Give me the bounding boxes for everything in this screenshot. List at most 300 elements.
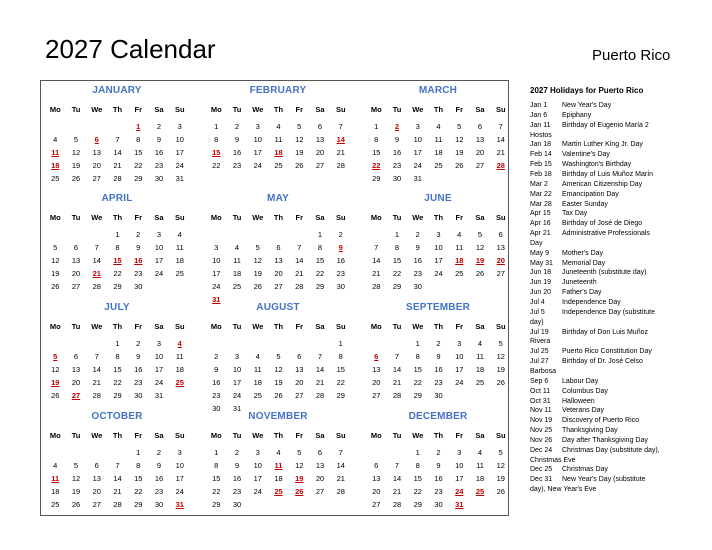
day-cell: 19 [455, 148, 464, 157]
day-cell: 29 [113, 391, 122, 400]
day-cell: 21 [336, 148, 345, 157]
weekday-label: Mo [49, 213, 61, 222]
holiday-name: Day [530, 239, 543, 247]
day-cell: 2 [136, 230, 141, 239]
day-cell: 21 [392, 487, 402, 496]
month-title: JULY [104, 302, 130, 313]
day-cell: 5 [477, 230, 483, 239]
day-cell: 29 [212, 500, 221, 509]
weekday-label: Sa [154, 213, 164, 222]
weekday-label: Fr [134, 213, 142, 222]
weekday-label: Su [174, 322, 185, 331]
day-cell: 13 [92, 148, 101, 157]
day-cell: 23 [134, 378, 143, 387]
day-cell: 30 [134, 282, 143, 291]
day-cell: 20 [315, 148, 325, 157]
day-cell: 20 [71, 378, 81, 387]
holiday-date: Nov 26 [530, 436, 553, 444]
day-cell: 18 [475, 365, 485, 374]
weekday-label: Sa [475, 105, 485, 114]
holiday-day: 2 [394, 122, 400, 131]
day-cell: 23 [336, 269, 345, 278]
weekday-label: Tu [232, 213, 242, 222]
day-cell: 20 [372, 378, 381, 387]
holiday-name: Birthday of Dr. José Celso [562, 358, 643, 366]
holiday-day: 15 [113, 256, 122, 265]
weekday-label: Mo [49, 322, 61, 331]
holiday-name: Birthday of José de Diego [562, 220, 643, 228]
day-cell: 3 [234, 352, 240, 361]
day-cell: 9 [136, 352, 141, 361]
day-cell: 23 [434, 487, 443, 496]
day-cell: 17 [455, 365, 464, 374]
day-cell: 6 [317, 448, 323, 457]
month-title: AUGUST [256, 302, 300, 313]
day-cell: 5 [297, 448, 302, 457]
day-cell: 6 [94, 461, 99, 470]
day-cell: 29 [134, 500, 143, 509]
weekday-label: Th [112, 213, 123, 222]
weekday-label: Sa [154, 431, 164, 440]
weekday-label: Fr [134, 431, 142, 440]
day-cell: 27 [71, 282, 81, 291]
month-title: APRIL [101, 193, 133, 204]
day-cell: 15 [413, 474, 422, 483]
holiday-date: Jul 5 [530, 308, 545, 316]
day-cell: 18 [434, 148, 443, 157]
day-cell: 21 [113, 161, 122, 170]
day-cell: 20 [372, 487, 381, 496]
holiday-day: 19 [51, 378, 60, 387]
weekday-label: We [252, 322, 264, 331]
day-cell: 17 [253, 474, 262, 483]
day-cell: 12 [71, 474, 81, 483]
day-cell: 24 [455, 378, 464, 387]
day-cell: 11 [253, 365, 262, 374]
day-cell: 28 [336, 161, 345, 170]
day-cell: 10 [253, 135, 262, 144]
holiday-name: Christmas Eve [530, 456, 576, 464]
holiday-day: 18 [51, 161, 60, 170]
day-cell: 12 [496, 461, 505, 470]
day-cell: 24 [413, 161, 422, 170]
day-cell: 1 [317, 230, 323, 239]
holiday-name: Martin Luther King Jr. Day [562, 141, 643, 149]
day-cell: 25 [274, 161, 283, 170]
day-cell: 15 [413, 365, 422, 374]
holiday-name: Birthday of Don Luis Muñoz [562, 328, 648, 336]
day-cell: 10 [154, 352, 164, 361]
day-cell: 20 [295, 378, 304, 387]
day-cell: 24 [154, 269, 164, 278]
day-cell: 5 [73, 135, 79, 144]
holiday-day: 4 [177, 339, 182, 348]
holiday-date: Dec 25 [530, 466, 553, 474]
day-cell: 7 [94, 352, 99, 361]
holiday-name: Administrative Professionals [562, 230, 650, 238]
day-cell: 13 [315, 135, 325, 144]
day-cell: 19 [274, 378, 283, 387]
day-cell: 2 [338, 230, 343, 239]
day-cell: 25 [475, 378, 485, 387]
day-cell: 13 [475, 135, 485, 144]
weekday-label: We [412, 105, 424, 114]
day-cell: 19 [71, 161, 81, 170]
holiday-name: Epiphany [562, 111, 592, 119]
weekday-label: Fr [295, 431, 303, 440]
weekday-label: Th [112, 322, 123, 331]
day-cell: 13 [315, 461, 325, 470]
day-cell: 30 [212, 404, 221, 413]
holiday-day: 19 [295, 474, 304, 483]
day-cell: 5 [73, 461, 79, 470]
day-cell: 16 [212, 378, 221, 387]
day-cell: 3 [255, 122, 260, 131]
day-cell: 6 [297, 352, 302, 361]
day-cell: 14 [295, 256, 304, 265]
day-cell: 26 [496, 487, 505, 496]
weekday-label: We [412, 431, 424, 440]
holiday-name: Columbus Day [562, 387, 608, 395]
day-cell: 11 [476, 352, 484, 361]
day-cell: 19 [496, 365, 505, 374]
day-cell: 16 [154, 474, 164, 483]
day-cell: 9 [436, 352, 441, 361]
day-cell: 17 [175, 148, 184, 157]
day-cell: 21 [113, 487, 122, 496]
holiday-name: day) [530, 318, 544, 326]
day-cell: 22 [336, 378, 345, 387]
day-cell: 18 [51, 487, 60, 496]
day-cell: 5 [297, 122, 302, 131]
holiday-name: Christmas Day (substitute day), [562, 446, 660, 454]
holiday-date: Nov 19 [530, 417, 553, 425]
weekday-label: Fr [455, 105, 463, 114]
day-cell: 10 [175, 461, 184, 470]
holiday-date: Jan 11 [530, 121, 551, 129]
holiday-name: Christmas Day [562, 466, 608, 474]
day-cell: 28 [372, 282, 381, 291]
day-cell: 1 [415, 339, 420, 348]
day-cell: 11 [476, 461, 484, 470]
day-cell: 18 [475, 474, 485, 483]
day-cell: 2 [415, 230, 420, 239]
month-title: NOVEMBER [248, 411, 308, 422]
weekday-label: Fr [455, 213, 463, 222]
day-cell: 11 [175, 352, 184, 361]
day-cell: 13 [496, 243, 505, 252]
day-cell: 30 [434, 391, 443, 400]
weekday-label: We [91, 322, 103, 331]
day-cell: 2 [436, 339, 441, 348]
weekday-label: Su [335, 105, 346, 114]
day-cell: 3 [177, 122, 182, 131]
day-cell: 13 [92, 474, 101, 483]
day-cell: 16 [134, 365, 143, 374]
day-cell: 1 [115, 230, 120, 239]
weekday-label: Tu [71, 213, 81, 222]
day-cell: 29 [413, 500, 422, 509]
day-cell: 12 [295, 461, 304, 470]
weekday-label: We [252, 213, 264, 222]
day-cell: 17 [175, 474, 184, 483]
holiday-name: Hostos [530, 131, 552, 139]
day-cell: 6 [317, 122, 323, 131]
day-cell: 1 [214, 122, 219, 131]
weekday-label: We [412, 213, 424, 222]
day-cell: 18 [232, 269, 242, 278]
day-cell: 10 [413, 135, 422, 144]
day-cell: 26 [51, 282, 60, 291]
day-cell: 22 [134, 161, 143, 170]
day-cell: 22 [134, 487, 143, 496]
day-cell: 6 [276, 243, 281, 252]
holiday-date: Feb 15 [530, 161, 552, 169]
weekday-label: Mo [370, 431, 382, 440]
day-cell: 10 [175, 135, 184, 144]
weekday-label: Tu [71, 431, 81, 440]
weekday-label: Th [273, 431, 284, 440]
weekday-label: Fr [295, 322, 303, 331]
weekday-label: Tu [392, 431, 402, 440]
day-cell: 13 [274, 256, 283, 265]
page-title: 2027 Calendar [45, 34, 216, 64]
day-cell: 27 [315, 161, 325, 170]
day-cell: 1 [374, 122, 379, 131]
day-cell: 30 [134, 391, 143, 400]
day-cell: 22 [113, 378, 122, 387]
day-cell: 10 [212, 256, 221, 265]
month-title: FEBRUARY [249, 85, 307, 96]
holiday-date: Nov 11 [530, 407, 552, 415]
day-cell: 2 [234, 122, 240, 131]
day-cell: 27 [92, 500, 101, 509]
holiday-name: Independence Day (substitute [562, 308, 656, 316]
weekday-label: Sa [315, 431, 325, 440]
holiday-day: 25 [475, 487, 485, 496]
day-cell: 3 [214, 243, 219, 252]
holiday-name: Veterans Day [562, 407, 605, 415]
weekday-label: Th [433, 105, 444, 114]
holiday-name: Independence Day [562, 299, 621, 306]
weekday-label: We [252, 431, 264, 440]
weekday-label: Sa [475, 431, 485, 440]
day-cell: 13 [372, 365, 381, 374]
day-cell: 26 [71, 500, 81, 509]
day-cell: 29 [413, 391, 422, 400]
holiday-date: Apr 15 [530, 210, 551, 218]
day-cell: 16 [434, 365, 443, 374]
weekday-label: Th [273, 105, 284, 114]
day-cell: 22 [413, 487, 422, 496]
day-cell: 17 [154, 365, 164, 374]
holiday-date: Mar 2 [530, 180, 548, 188]
holiday-day: 9 [338, 243, 343, 252]
day-cell: 23 [232, 161, 242, 170]
holiday-day: 6 [374, 352, 379, 361]
day-cell: 21 [496, 148, 505, 157]
holiday-date: Mar 22 [530, 190, 552, 198]
day-cell: 4 [276, 448, 281, 457]
day-cell: 26 [253, 282, 262, 291]
day-cell: 14 [372, 256, 381, 265]
day-cell: 8 [136, 135, 141, 144]
day-cell: 20 [475, 148, 485, 157]
day-cell: 14 [496, 135, 505, 144]
day-cell: 31 [232, 404, 242, 413]
holiday-day: 26 [295, 487, 304, 496]
day-cell: 26 [71, 174, 81, 183]
holiday-date: Feb 14 [530, 151, 552, 159]
day-cell: 22 [212, 161, 221, 170]
holiday-date: Oct 31 [530, 397, 551, 405]
weekday-label: Sa [154, 105, 164, 114]
day-cell: 7 [338, 122, 343, 131]
holiday-date: Nov 25 [530, 427, 553, 435]
day-cell: 30 [232, 500, 242, 509]
day-cell: 10 [455, 352, 464, 361]
holiday-day: 31 [175, 500, 184, 509]
holiday-name: Valentine's Day [562, 151, 610, 159]
day-cell: 27 [372, 391, 381, 400]
day-cell: 28 [392, 391, 402, 400]
day-cell: 24 [212, 282, 221, 291]
day-cell: 15 [212, 474, 221, 483]
day-cell: 1 [214, 448, 219, 457]
day-cell: 16 [434, 474, 443, 483]
day-cell: 18 [253, 378, 262, 387]
day-cell: 6 [73, 243, 79, 252]
holiday-name: Tax Day [562, 210, 588, 218]
day-cell: 11 [274, 135, 283, 144]
holiday-date: Jul 4 [530, 299, 545, 306]
day-cell: 4 [276, 122, 281, 131]
day-cell: 6 [374, 461, 379, 470]
weekday-label: We [412, 322, 424, 331]
holiday-day: 11 [51, 148, 60, 157]
day-cell: 9 [136, 243, 141, 252]
holiday-day: 21 [92, 269, 101, 278]
holiday-date: May 31 [530, 259, 553, 267]
weekday-label: Mo [210, 213, 222, 222]
day-cell: 22 [392, 269, 402, 278]
day-cell: 10 [434, 243, 443, 252]
day-cell: 29 [392, 282, 402, 291]
holiday-day: 16 [134, 256, 143, 265]
holiday-date: Jul 27 [530, 358, 549, 366]
day-cell: 28 [92, 282, 101, 291]
weekday-label: Tu [232, 431, 242, 440]
weekday-label: Mo [49, 431, 61, 440]
holiday-name: Mother's Day [562, 249, 604, 257]
day-cell: 8 [317, 243, 323, 252]
day-cell: 11 [455, 243, 464, 252]
day-cell: 31 [413, 174, 422, 183]
day-cell: 29 [134, 174, 143, 183]
holiday-list-title: 2027 Holidays for Puerto Rico [530, 86, 644, 95]
day-cell: 4 [53, 135, 58, 144]
weekday-label: Tu [71, 105, 81, 114]
weekday-label: Su [174, 213, 185, 222]
weekday-label: Fr [134, 322, 142, 331]
day-cell: 8 [394, 243, 400, 252]
holiday-name: Day after Thanksgiving Day [562, 436, 648, 444]
weekday-label: Tu [392, 322, 402, 331]
day-cell: 30 [392, 174, 402, 183]
day-cell: 8 [214, 135, 219, 144]
day-cell: 7 [498, 122, 503, 131]
day-cell: 9 [234, 461, 240, 470]
weekday-label: We [91, 431, 103, 440]
day-cell: 8 [415, 461, 420, 470]
day-cell: 18 [175, 365, 184, 374]
holiday-name: Discovery of Puerto Rico [562, 417, 640, 425]
day-cell: 19 [51, 269, 60, 278]
day-cell: 3 [255, 448, 260, 457]
day-cell: 19 [295, 148, 304, 157]
day-cell: 4 [436, 122, 441, 131]
weekday-label: Fr [134, 105, 142, 114]
holiday-name: New Year's Day (substitute [562, 476, 646, 484]
day-cell: 17 [455, 474, 464, 483]
month-title: MAY [267, 193, 289, 204]
day-cell: 10 [154, 243, 164, 252]
day-cell: 4 [477, 448, 483, 457]
weekday-label: Tu [232, 322, 242, 331]
day-cell: 21 [336, 474, 345, 483]
day-cell: 7 [394, 461, 400, 470]
day-cell: 7 [297, 243, 302, 252]
day-cell: 17 [434, 256, 443, 265]
day-cell: 21 [92, 378, 101, 387]
day-cell: 8 [374, 135, 379, 144]
day-cell: 27 [475, 161, 485, 170]
day-cell: 28 [392, 500, 402, 509]
day-cell: 26 [51, 391, 60, 400]
day-cell: 21 [372, 269, 381, 278]
day-cell: 12 [455, 135, 464, 144]
holiday-name: New Year's Day [562, 102, 612, 109]
weekday-label: Fr [455, 431, 463, 440]
holiday-name: American Citizenship Day [562, 180, 643, 188]
day-cell: 4 [177, 230, 182, 239]
day-cell: 29 [336, 391, 345, 400]
day-cell: 24 [253, 487, 262, 496]
day-cell: 15 [392, 256, 402, 265]
weekday-label: Mo [370, 105, 382, 114]
day-cell: 5 [457, 122, 462, 131]
day-cell: 28 [92, 391, 101, 400]
weekday-label: We [91, 213, 103, 222]
day-cell: 13 [71, 256, 81, 265]
day-cell: 2 [156, 122, 162, 131]
weekday-label: Su [335, 322, 346, 331]
day-cell: 12 [274, 365, 283, 374]
day-cell: 3 [436, 230, 441, 239]
day-cell: 11 [434, 135, 443, 144]
holiday-day: 28 [496, 161, 505, 170]
day-cell: 3 [156, 230, 162, 239]
day-cell: 21 [315, 378, 325, 387]
day-cell: 9 [415, 243, 420, 252]
day-cell: 8 [115, 243, 120, 252]
holiday-day: 25 [175, 378, 184, 387]
weekday-label: Th [433, 431, 444, 440]
holiday-name: Halloween [562, 397, 595, 405]
day-cell: 4 [477, 339, 483, 348]
day-cell: 17 [212, 269, 221, 278]
day-cell: 9 [156, 135, 162, 144]
